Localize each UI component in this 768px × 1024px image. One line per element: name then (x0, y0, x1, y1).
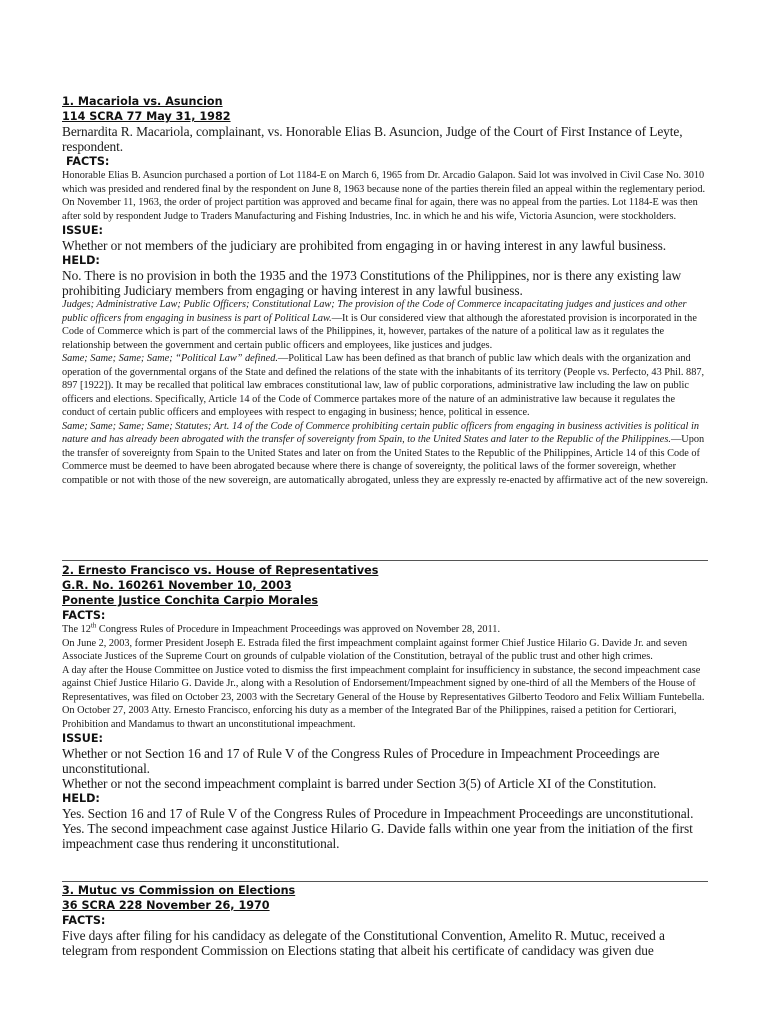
syllabus-keywords: Same; Same; Same; Same; Statutes; Art. 14 of the Code of Commerce prohibiting certain public officers from engaging in business activities is political in nature and has already been abrogated with the transfer of sovereignty from Spain, to the United States and later to the Republic of the Philippines. (62, 420, 699, 445)
case-3 (62, 883, 708, 958)
case-parties: Bernardita R. Macariola, complainant, vs. Honorable Elias B. Asuncion, Judge of the Court of First Instance of Leyte, respondent. (62, 124, 683, 154)
held-text: Yes. Section 16 and 17 of Rule V of the Congress Rules of Procedure in Impeachment Proceedings are unconstitutional. (62, 806, 694, 821)
case-title: 1. Macariola vs. Asuncion (62, 95, 223, 108)
issue-text: Whether or not members of the judiciary are prohibited from engaging in or having interest in any lawful business. (62, 238, 667, 253)
issue-text: Whether or not the second impeachment complaint is barred under Section 3(5) of Article XI of the Constitution. (62, 776, 657, 791)
case-divider (62, 560, 708, 561)
case-ponente: Ponente Justice Conchita Carpio Morales (62, 594, 319, 607)
case-title: 2. Ernesto Francisco vs. House of Representatives (62, 564, 379, 577)
syllabus-paragraph (62, 298, 708, 352)
facts-text: The 12th Congress Rules of Procedure in Impeachment Proceedings was approved on November 28, 2011. (62, 621, 501, 635)
facts-text: Honorable Elias B. Asuncion purchased a portion of Lot 1184-E on March 6, 1965 from Dr. Arcadio Galapon. Said lot was involved in Civil Case No. 3010 which was presided and rendered final by the respondent on June 8, 1963 because none of the parties therein filed an appeal within the reglementary period. On November 11, 1963, the order of project partition was approved and became final for again, there was no appeal from the parties. Lot 1184-E was then after sold by respondent Judge to Traders Manufacturing and Fishing Industries, Inc. in which he and his wife, Victoria Asuncion, were stockholders. (62, 170, 706, 222)
facts-text: On June 2, 2003, former President Joseph E. Estrada filed the first impeachment complaint against former Chief Justice Hilario G. Davide Jr. and seven Associate Justices of the Supreme Court on grounds of culpable violation of the Constitution, betrayal of the public trust and other high crimes. (62, 637, 688, 662)
syllabus-text: —Political Law has been defined as that branch of public law which deals with the organization and operation of the governmental organs of the State and defined the relations of the state with the inhabitants of its territory (People vs. Perfecto, 43 Phil. 887, 897 [1922]). It may be recalled that political law embraces constitutional law, law of public corporations, administrative law including the law on public officers and elections. Specifically, Article 14 of the Code of Commerce partakes more of the nature of an administrative law because it regulates the conduct of certain public officers and employees with respect to engaging in business; hence, political in essence. (62, 353, 705, 418)
held-text: No. There is no provision in both the 1935 and the 1973 Constitutions of the Philippines, nor is there any existing law prohibiting Judiciary members from engaging or having interest in any lawful business. (62, 268, 682, 298)
ordinal-suffix: th (90, 621, 97, 630)
facts-label: FACTS: (62, 914, 106, 927)
facts-label: FACTS: (66, 155, 110, 168)
facts-label: FACTS: (62, 609, 106, 622)
case-citation: G.R. No. 160261 November 10, 2003 (62, 579, 292, 592)
syllabus-text: —It is Our considered view that although the aforestated provision is incorporated in the Code of Commerce which is part of the commercial laws of the Philippines, it, however, partakes of the nature of a political law as it regulates the relationship between the government and certain public officers and employees, like justices and judges. (62, 312, 697, 351)
syllabus-text: —Upon the transfer of sovereignty from Spain to the United States and later on from the United States to the Republic of the Philippines, Article 14 of this Code of Commerce must be deemed to have been abrogated because where there is change of sovereignty, the political laws of the former sovereign, whether compatible or not with those of the new sovereign, are automatically abrogated, unless they are expressly re-enacted by affirmative act of the new sovereign. (62, 434, 708, 486)
syllabus-paragraph (62, 420, 708, 488)
facts-text: Five days after filing for his candidacy as delegate of the Constitutional Convention, Amelito R. Mutuc, received a telegram from respondent Commission on Elections stating that albeit his certificate of candidacy was given due (62, 928, 665, 958)
held-text: Yes. The second impeachment case against Justice Hilario G. Davide falls within one year from the initiation of the first impeachment case thus rendering it unconstitutional. (62, 821, 693, 851)
case-divider (62, 881, 708, 882)
case-citation: 36 SCRA 228 November 26, 1970 (62, 899, 270, 912)
facts-text: A day after the House Committee on Justice voted to dismiss the first impeachment complaint for insufficiency in substance, the second impeachment case against Chief Justice Hilario G. Davide Jr., along with a Resolution of Endorsement/Impeachment signed by one-third of all the Members of the House of Representatives, was filed on October 23, 2003 with the Secretary General of the House by Representatives Gilberto Teodoro and Felix William Funtebella. On October 27, 2003 Atty. Ernesto Francisco, enforcing his duty as a member of the Integrated Bar of the Philippines, raised a petition for Certiorari, Prohibition and Mandamus to thwart an unconstitutional impeachment. (62, 664, 705, 730)
issue-label: ISSUE: (62, 732, 103, 745)
case-citation: 114 SCRA 77 May 31, 1982 (62, 110, 231, 123)
issue-text: Whether or not Section 16 and 17 of Rule V of the Congress Rules of Procedure in Impeachment Proceedings are unconstitutional. (62, 746, 660, 776)
syllabus-keywords: Judges; Administrative Law; Public Officers; Constitutional Law; The provision of the Code of Commerce incapacitating judges and justices and other public officers from engaging in business is part of Political Law. (62, 299, 687, 324)
case-1 (62, 94, 708, 487)
issue-label: ISSUE: (62, 224, 103, 237)
case-title: 3. Mutuc vs Commission on Elections (62, 884, 296, 897)
case-2 (62, 563, 708, 851)
held-label: HELD: (62, 254, 100, 267)
syllabus-keywords: Same; Same; Same; Same; “Political Law” defined. (62, 353, 278, 364)
held-label: HELD: (62, 792, 100, 805)
syllabus-paragraph (62, 352, 708, 420)
